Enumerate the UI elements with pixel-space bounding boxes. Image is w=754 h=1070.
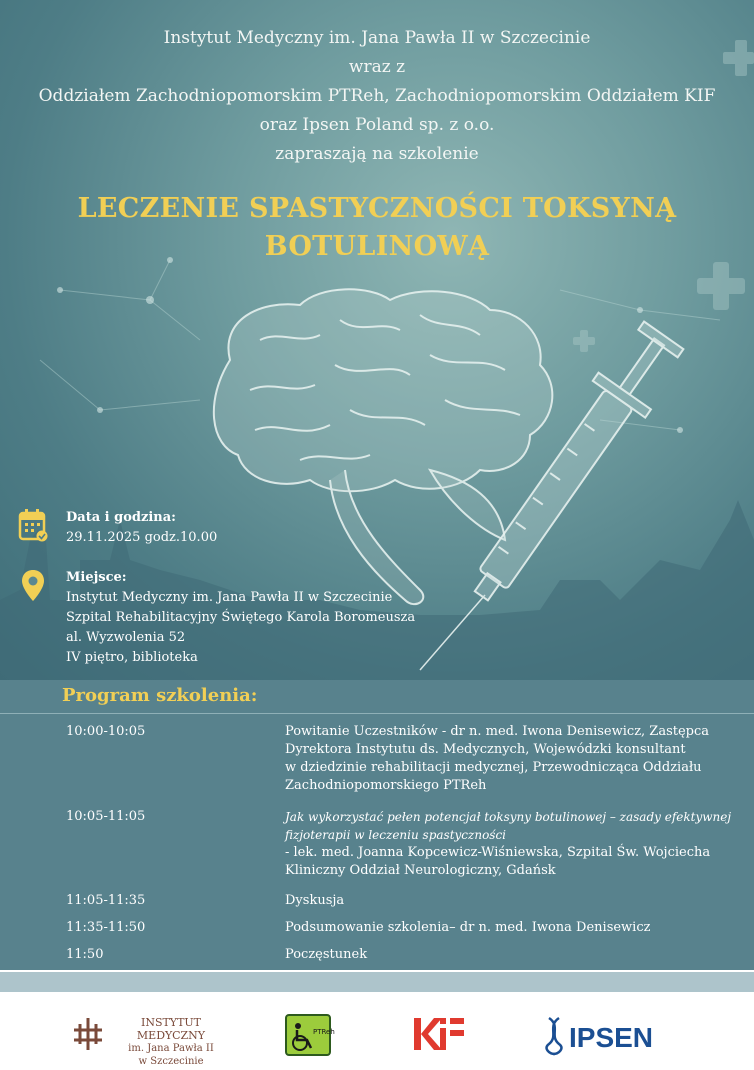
institute-city: w Szczecinie bbox=[138, 1056, 204, 1067]
ipsen-logo-icon bbox=[545, 1014, 695, 1056]
location-pin-icon bbox=[18, 568, 48, 604]
intro-line: zapraszają na szkolenie bbox=[275, 144, 479, 164]
institute-name: INSTYTUT MEDYCZNY bbox=[136, 1016, 206, 1042]
place-line: Instytut Medyczny im. Jana Pawła II w Szczecinie bbox=[66, 590, 393, 605]
ipsen-label: IPSEN bbox=[569, 1022, 654, 1053]
program-time: 10:00-10:05 bbox=[66, 724, 146, 739]
intro-line: oraz Ipsen Poland sp. z o.o. bbox=[259, 115, 495, 135]
place-line: IV piętro, biblioteka bbox=[66, 650, 198, 665]
program-desc bbox=[285, 723, 735, 795]
desc-line: w dziedzinie rehabilitacji medycznej, Przewodnicząca Oddziału bbox=[285, 760, 702, 775]
event-title bbox=[0, 190, 754, 266]
place-line: al. Wyzwolenia 52 bbox=[66, 630, 186, 645]
lecture-title-line: fizjoterapii w leczeniu spastyczności bbox=[285, 828, 507, 842]
date-value: 29.11.2025 godz.10.00 bbox=[66, 530, 218, 545]
program-section bbox=[0, 680, 754, 970]
desc-line: - lek. med. Joanna Kopcewicz-Wiśniewska, Szpital Św. Wojciecha bbox=[285, 845, 711, 860]
program-time: 11:35-11:50 bbox=[66, 920, 146, 935]
place-label: Miejsce: bbox=[66, 570, 127, 585]
divider bbox=[0, 713, 754, 714]
place-line: Szpital Rehabilitacyjny Świętego Karola Boromeusza bbox=[66, 610, 416, 625]
institute-logo-text bbox=[111, 1016, 231, 1068]
desc-line: Podsumowanie szkolenia– dr n. med. Iwona Denisewicz bbox=[285, 920, 651, 935]
program-time: 11:50 bbox=[66, 947, 104, 962]
program-time: 11:05-11:35 bbox=[66, 893, 146, 908]
program-title: Program szkolenia: bbox=[62, 685, 258, 706]
intro-line: wraz z bbox=[348, 57, 406, 77]
desc-line: Poczęstunek bbox=[285, 947, 368, 962]
desc-line: Kliniczny Oddział Neurologiczny, Gdańsk bbox=[285, 863, 556, 878]
institute-logo-icon bbox=[70, 1014, 106, 1054]
footer-logos bbox=[0, 992, 754, 1070]
kif-logo-icon bbox=[412, 1016, 468, 1052]
separator-band bbox=[0, 972, 754, 992]
event-title-line: LECZENIE SPASTYCZNOŚCI TOKSYNĄ bbox=[77, 193, 677, 224]
institute-sub: im. Jana Pawła II bbox=[128, 1043, 214, 1054]
calendar-icon bbox=[18, 508, 48, 542]
desc-line: Zachodniopomorskiego PTReh bbox=[285, 778, 487, 793]
date-label: Data i godzina: bbox=[66, 510, 176, 525]
event-title-line: BOTULINOWĄ bbox=[264, 231, 490, 262]
lecture-title-line: Jak wykorzystać pełen potencjał toksyny botulinowej – zasady efektywnej bbox=[285, 810, 732, 824]
intro-line: Instytut Medyczny im. Jana Pawła II w Szczecinie bbox=[163, 28, 591, 48]
ptreh-label: PTReh bbox=[313, 1028, 335, 1036]
desc-line: Dyskusja bbox=[285, 893, 345, 908]
program-time: 10:05-11:05 bbox=[66, 809, 146, 824]
desc-line: Powitanie Uczestników - dr n. med. Iwona Denisewicz, Zastępca bbox=[285, 724, 710, 739]
intro-line: Oddziałem Zachodniopomorskim PTReh, Zachodniopomorskim Oddziałem KIF bbox=[38, 86, 716, 106]
program-desc bbox=[285, 808, 735, 880]
invitation-text bbox=[0, 24, 754, 169]
desc-line: Dyrektora Instytutu ds. Medycznych, Wojewódzki konsultant bbox=[285, 742, 686, 757]
ptreh-logo-icon bbox=[285, 1014, 335, 1056]
